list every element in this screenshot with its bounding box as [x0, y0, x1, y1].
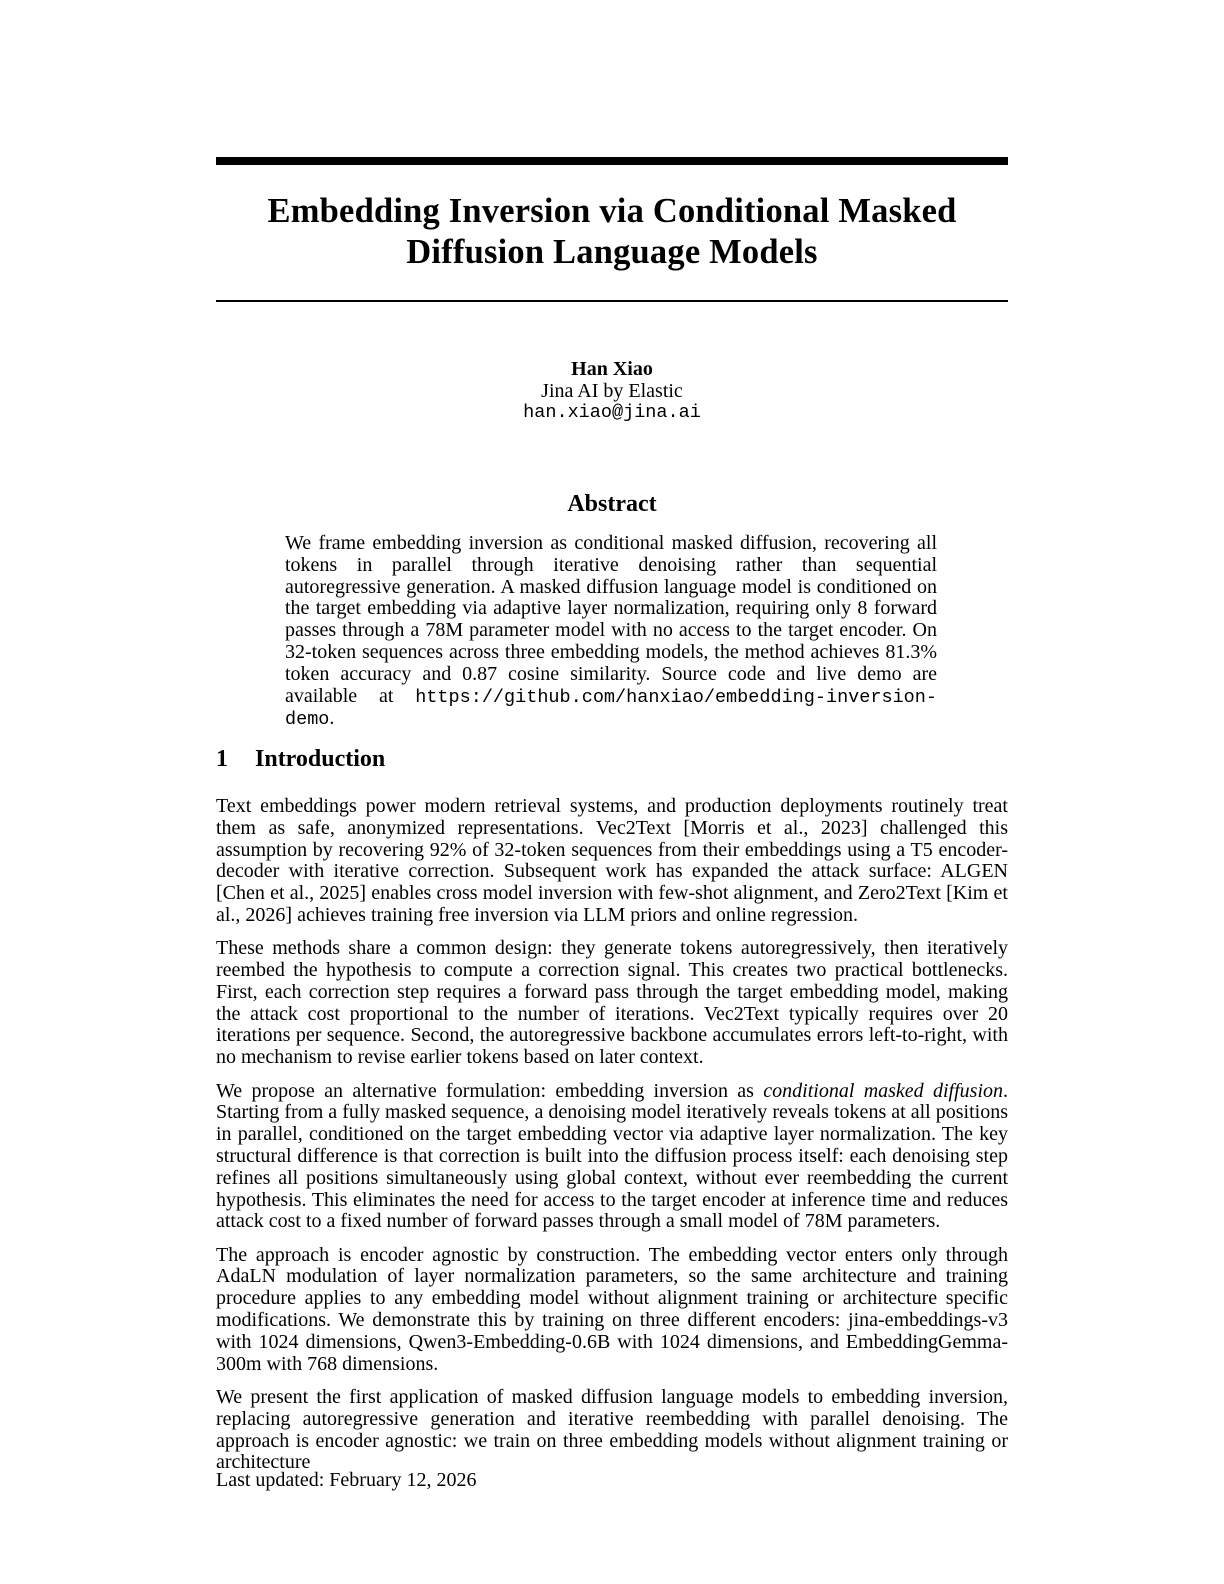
section-number: 1 — [216, 746, 228, 772]
paper-title-line-1: Embedding Inversion via Conditional Masked — [267, 192, 957, 230]
github-repo-link[interactable]: https://github.com/hanxiao/embedding-inversion-demo — [285, 686, 937, 731]
intro-paragraph-5 — [216, 1387, 1008, 1474]
abstract-text: We frame embedding inversion as conditional masked diffusion, recovering all tokens in parallel through iterative denoising rather than sequential autoregressive generation. A masked diffusion language model is conditioned on the target embedding via adaptive layer normalization, requiring only 8 forward passes through a 78M parameter model with no access to the target encoder. On 32-token sequences across three embedding models, the method achieves 81.3% token accuracy and 0.87 cosine similarity. Source code and live demo are available at — [285, 532, 937, 707]
paper-title-line-2: Diffusion Language Models — [406, 233, 818, 271]
paragraph-text: We propose an alternative formulation: embedding inversion as — [216, 1079, 764, 1102]
title-rule-bottom — [216, 300, 1008, 302]
paragraph-italic-text: conditional masked diffusion — [763, 1079, 1004, 1102]
paragraph-text: . Starting from a fully masked sequence, a denoising model iteratively reveals tokens at all positions in parallel, conditioned on the target embedding vector via adaptive layer normalization. The key structural difference is that correction is built into the diffusion process itself: each denoising step refines all positions simultaneously using global context, without ever reembedding the current hypothesis. This eliminates the need for access to the target encoder at inference time and reduces attack cost to a fixed number of forward passes through a small model of 78M parameters. — [216, 1079, 1009, 1233]
intro-paragraph-2 — [216, 938, 1008, 1069]
abstract-heading: Abstract — [567, 491, 657, 517]
intro-paragraph-3 — [216, 1081, 1008, 1234]
paragraph-text: The approach is encoder agnostic by construction. The embedding vector enters only through AdaLN modulation of layer normalization parameters, so the same architecture and training procedure applies to any embedding model without alignment training or architecture specific modifications. We demonstrate this by training on three different encoders: jina-embeddings-v3 with 1024 dimensions, Qwen3-Embedding-0.6B with 1024 dimensions, and EmbeddingGemma-300m with 768 dimensions. — [216, 1243, 1008, 1375]
author-block — [216, 358, 1008, 424]
abstract-text-end: . — [329, 707, 335, 730]
introduction-body — [216, 796, 1008, 1486]
author-affiliation: Jina AI by Elastic — [541, 380, 683, 402]
paragraph-text: Text embeddings power modern retrieval systems, and production deployments routinely treat them as safe, anonymized representations. Vec2Text [Morris et al., 2023] challenged this assumption by recovering 92% of 32-token sequences from their embeddings using a T5 encoder-decoder with iterative correction. Subsequent work has expanded the attack surface: ALGEN [Chen et al., 2025] enables cross model inversion with few-shot alignment, and Zero2Text [Kim et al., 2026] achieves training free inversion via LLM priors and online regression. — [216, 795, 1008, 926]
paper-title — [216, 191, 1008, 273]
section-title: Introduction — [255, 746, 386, 772]
intro-paragraph-4 — [216, 1245, 1008, 1376]
section-heading-introduction — [216, 746, 1008, 773]
paragraph-text: We present the first application of masked diffusion language models to embedding inversion, replacing autoregressive generation and iterative reembedding with parallel denoising. The approach is encoder agnostic: we train on three embedding models without alignment training or architecture — [216, 1385, 1008, 1474]
footer-note: Last updated: February 12, 2026 — [216, 1469, 477, 1491]
paragraph-text: These methods share a common design: they generate tokens autoregressively, then iteratively reembed the hypothesis to compute a correction signal. This creates two practical bottlenecks. First, each correction step requires a forward pass through the target embedding model, making the attack cost proportional to the number of iterations. Vec2Text typically requires over 20 iterations per sequence. Second, the autoregressive backbone accumulates errors left-to-right, with no mechanism to revise earlier tokens based on later context. — [216, 937, 1008, 1069]
abstract-body — [285, 533, 937, 731]
author-name: Han Xiao — [571, 358, 653, 380]
author-email: han.xiao@jina.ai — [523, 402, 701, 423]
intro-paragraph-1 — [216, 796, 1008, 927]
title-rule-top — [216, 157, 1008, 165]
